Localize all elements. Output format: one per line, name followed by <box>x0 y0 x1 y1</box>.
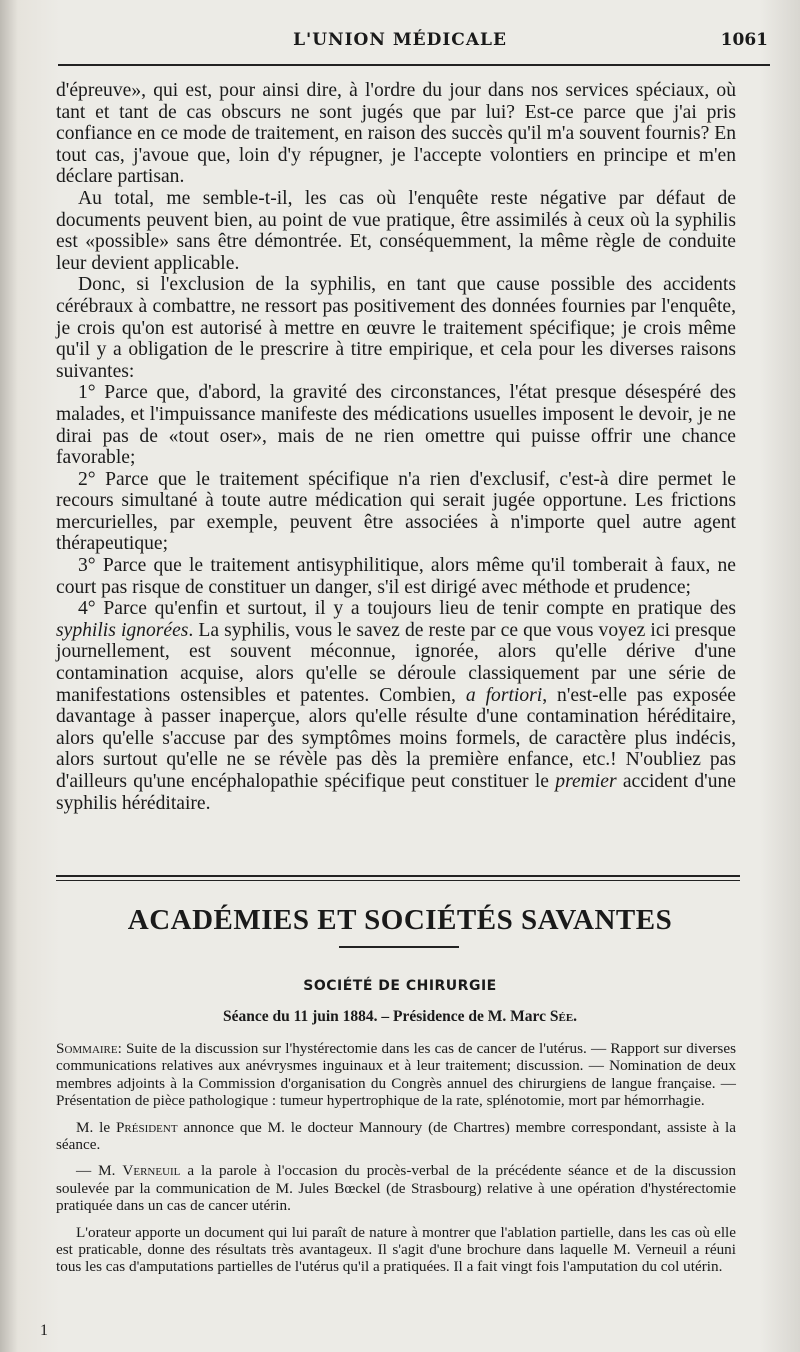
body-text <box>56 80 736 814</box>
president-label-b: Président <box>115 1118 178 1136</box>
emphasis-a-fortiori: a fortiori <box>465 684 543 706</box>
paragraph-7-part-d: accident d'une syphilis héréditaire. <box>56 771 737 814</box>
page-number: 1061 <box>720 30 768 50</box>
president-paragraph <box>56 1119 736 1154</box>
page-header <box>0 30 800 70</box>
president-text: annonce que M. le docteur Mannoury (de Chartres) membre correspondant, assiste à la séance. <box>56 1118 736 1154</box>
paragraph-7 <box>56 598 736 814</box>
summary-label: Sommaire <box>56 1040 118 1057</box>
paragraph-6: 3° Parce que le traitement antisyphilitique, alors même qu'il tomberait à faux, ne court pas risque de constituer un danger, s'il est dirigé avec méthode et prudence; <box>56 555 736 598</box>
paragraph-5: 2° Parce que le traitement spécifique n'a rien d'exclusif, c'est-à dire permet le recours simultané à toute autre médication qui serait jugée opportune. Les frictions mercurielles, par exemple, peuvent être associées à n'importe quel autre agent thérapeutique; <box>56 468 736 555</box>
paragraph-7-part-b: . La syphilis, vous le savez de reste par ce que vous voyez ici presque journellement, est souvent méconnue, ignorée, alors qu'elle dérive d'une contamination acquise, alors qu'elle se déroule classiquement par une série de manifestations ostensibles et patentes. Combien, <box>56 619 736 706</box>
summary-paragraph <box>56 1040 736 1110</box>
emphasis-premier: premier <box>555 771 617 792</box>
running-title: L'UNION MÉDICALE <box>293 30 507 50</box>
society-title: SOCIÉTÉ DE CHIRURGIE <box>303 978 497 994</box>
paragraph-7-part-c: , n'est-elle pas exposée davantage à passer inaperçue, alors qu'elle résulte d'une contamination héréditaire, alors qu'elle s'accuse par des symptômes moins formels, de caractère plus indécis, alors surtout qu'elle ne se révèle pas dès la première enfance, etc.! N'oubliez pas d'ailleurs qu'une encéphalopathie spécifique peut constituer le <box>56 684 736 792</box>
orator-paragraph: L'orateur apporte un document qui lui paraît de nature à montrer que l'ablation partielle, dans les cas où elle est praticable, donne des résultats très avantageux. Il s'agit d'une brochure dans laquelle M. Verneuil a réuni tous les cas d'amputations partielles de l'utérus qu'il a pratiquées. Il a fait vingt fois l'amputation du col utérin. <box>56 1223 736 1276</box>
paragraph-1: d'épreuve», qui est, pour ainsi dire, à l'ordre du jour dans nos services spéciaux, où tant et tant de cas obscurs ne sont jugés que par lui? Est-ce parce que j'ai pris confiance en ce mode de traitement, en raison des succès qu'il m'a souvent fournis? En tout cas, j'avoue que, loin d'y répugner, je l'accepte volontiers en principe et m'en déclare partisan. <box>56 80 736 188</box>
section-rule-bottom <box>56 880 740 881</box>
verneuil-text: a la parole à l'occasion du procès-verbal de la précédente séance et de la discussion soulevée par la communication de M. Jules Bœckel (de Strasbourg) relative à une opération d'hystérectomie pratiquée dans un cas de cancer utérin. <box>56 1162 736 1215</box>
president-label-a: M. le <box>76 1118 116 1136</box>
section-title: ACADÉMIES ET SOCIÉTÉS SAVANTES <box>127 904 673 936</box>
session-line-text: Séance du 11 juin 1884. – Présidence de M. Marc <box>222 1008 550 1025</box>
section-rule-top <box>56 875 740 877</box>
paragraph-2: Au total, me semble-t-il, les cas où l'enquête reste négative par défaut de documents peuvent bien, au point de vue pratique, être assimilés à ceux où la syphilis est «possible» sans être démontrée. Et, conséquemment, la même règle de conduite leur devient applicable. <box>56 187 736 274</box>
session-president-name: Sée <box>549 1008 574 1025</box>
paragraph-4: 1° Parce que, d'abord, la gravité des circonstances, l'état presque désespéré des malades, et l'impuissance manifeste des médications usuelles imposent le devoir, je ne dirai pas de «tout oser», mais de ne rien omettre qui puisse offrir une chance favorable; <box>56 382 736 469</box>
paragraph-3: Donc, si l'exclusion de la syphilis, en tant que cause possible des accidents cérébraux à combattre, ne ressort pas positivement des données fournies par l'enquête, je crois qu'on est autorisé à mettre en œuvre le traitement spécifique; je crois même qu'il y a obligation de le prescrire à titre empirique, et cela pour les diverses raisons suivantes: <box>56 274 736 382</box>
minutes-text <box>56 1040 736 1285</box>
paragraph-7-part-a: 4° Parce qu'enfin et surtout, il y a toujours lieu de tenir compte en pratique des <box>78 598 736 620</box>
section-title-underline <box>339 946 459 948</box>
verneuil-paragraph <box>56 1162 736 1214</box>
summary-text: : Suite de la discussion sur l'hystérectomie dans les cas de cancer de l'utérus. — Rapport sur diverses communications relatives aux anévrysmes inguinaux et à leur traitement; discussion. — Nomination de deux membres adjoints à la Commission d'organisation du Congrès annuel des chirurgiens de langue française. — Présentation de pièce pathologique : tumeur hypertrophique de la rate, splénotomie, mort par hémorrhagie. <box>56 1040 736 1110</box>
verneuil-intro: — M. <box>76 1162 123 1180</box>
folio-mark: 1 <box>40 1322 48 1339</box>
emphasis-syphilis-ignorees: syphilis ignorées <box>56 619 189 641</box>
session-line-end: . <box>573 1008 578 1025</box>
verneuil-name: Verneuil <box>122 1162 181 1180</box>
session-line <box>0 1008 800 1026</box>
header-rule <box>58 64 770 66</box>
